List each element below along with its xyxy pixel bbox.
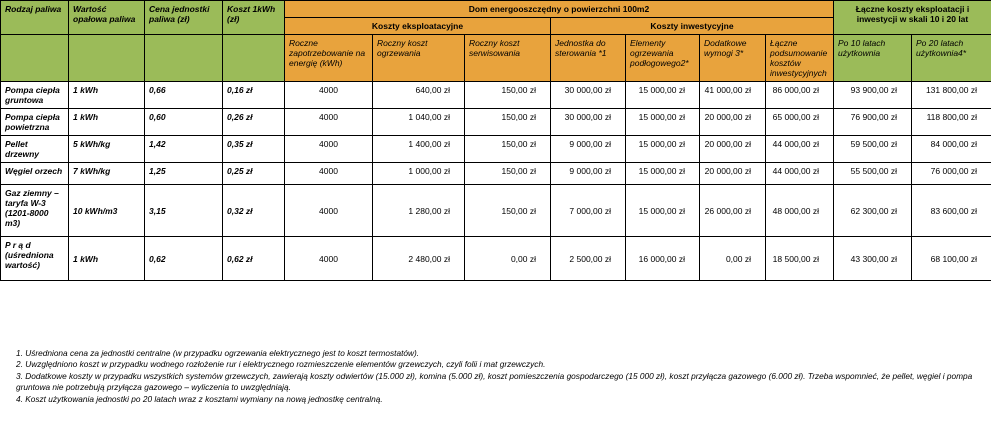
footnote-4: 4. Koszt użytkowania jednostki po 20 latach wraz z kosztami wymiany na nową jednostkę centralną. — [16, 393, 383, 404]
cell-extra: 20 000,00 zł — [700, 163, 766, 185]
cell-control-unit: 30 000,00 zł — [551, 82, 626, 109]
cell-fuel: Pellet drzewny — [1, 136, 69, 163]
cell-after10: 62 300,00 zł — [834, 185, 912, 237]
col-header-koszt-1kwh: Koszt 1kWh (zł) — [223, 1, 285, 35]
table-row — [1, 163, 991, 185]
cell-unit-price: 0,62 — [145, 237, 223, 281]
cell-after10: 76 900,00 zł — [834, 109, 912, 136]
cell-after20: 68 100,00 zł — [912, 237, 991, 281]
cell-unit-price: 0,60 — [145, 109, 223, 136]
cell-annual-heating: 2 480,00 zł — [373, 237, 465, 281]
cell-extra: 41 000,00 zł — [700, 82, 766, 109]
footnotes — [16, 348, 976, 405]
cell-extra: 20 000,00 zł — [700, 109, 766, 136]
cell-annual-service: 150,00 zł — [465, 136, 551, 163]
cell-cost-kwh: 0,25 zł — [223, 163, 285, 185]
cell-annual-demand: 4000 — [285, 185, 373, 237]
cell-floor-heating: 15 000,00 zł — [626, 136, 700, 163]
table-row — [1, 237, 991, 281]
cell-after20: 84 000,00 zł — [912, 136, 991, 163]
cell-after10: 43 300,00 zł — [834, 237, 912, 281]
cell-after10: 55 500,00 zł — [834, 163, 912, 185]
cell-annual-service: 0,00 zł — [465, 237, 551, 281]
cell-floor-heating: 15 000,00 zł — [626, 82, 700, 109]
table-column-header-row — [1, 35, 991, 82]
col-header-rodzaj-paliwa: Rodzaj paliwa — [1, 1, 69, 35]
cell-fuel: Gaz ziemny – taryfa W-3 (1201-8000 m3) — [1, 185, 69, 237]
cell-fuel: P r ą d (uśredniona wartość) — [1, 237, 69, 281]
col-header-wartosc-opalowa: Wartość opałowa paliwa — [69, 1, 145, 35]
cell-annual-heating: 1 280,00 zł — [373, 185, 465, 237]
cell-control-unit: 2 500,00 zł — [551, 237, 626, 281]
cell-cost-kwh: 0,16 zł — [223, 82, 285, 109]
cell-cost-kwh: 0,35 zł — [223, 136, 285, 163]
cell-after10: 93 900,00 zł — [834, 82, 912, 109]
col-header-elementy-ogrzewania-podlogowego: Elementy ogrzewania podłogowego2* — [626, 35, 700, 82]
cell-invest-total: 18 500,00 zł — [766, 237, 834, 281]
cell-annual-demand: 4000 — [285, 109, 373, 136]
footnote-2: 2. Uwzględniono koszt w przypadku wodnego rozłożenie rur i elektrycznego rozmieszczenie elementów grzewczych, czyli folii i mat grzewczych. — [16, 359, 546, 370]
cell-fuel: Pompa ciepła powietrzna — [1, 109, 69, 136]
cell-annual-heating: 1 040,00 zł — [373, 109, 465, 136]
cell-cost-kwh: 0,32 zł — [223, 185, 285, 237]
table-row — [1, 136, 991, 163]
cell-floor-heating: 15 000,00 zł — [626, 185, 700, 237]
cell-heat-value: 10 kWh/m3 — [69, 185, 145, 237]
col-header-dodatkowe-wymogi: Dodatkowe wymogi 3* — [700, 35, 766, 82]
cell-unit-price: 1,42 — [145, 136, 223, 163]
cell-after20: 131 800,00 zł — [912, 82, 991, 109]
cell-cost-kwh: 0,26 zł — [223, 109, 285, 136]
col-header-cena-jednostki: Cena jednostki paliwa (zł) — [145, 1, 223, 35]
cell-unit-price: 1,25 — [145, 163, 223, 185]
cell-floor-heating: 15 000,00 zł — [626, 109, 700, 136]
cell-after10: 59 500,00 zł — [834, 136, 912, 163]
cell-annual-service: 150,00 zł — [465, 82, 551, 109]
cell-annual-demand: 4000 — [285, 237, 373, 281]
cell-fuel: Węgiel orzech — [1, 163, 69, 185]
table-group-header-row — [1, 1, 991, 18]
cell-after20: 118 800,00 zł — [912, 109, 991, 136]
cell-heat-value: 1 kWh — [69, 237, 145, 281]
cell-heat-value: 1 kWh — [69, 109, 145, 136]
cell-heat-value: 7 kWh/kg — [69, 163, 145, 185]
footnote-3: 3. Dodatkowe koszty w przypadku wszystkich systemów grzewczych, zawierają koszty odwiertów (15.000 zł), komina (5.000 zł), koszt pomieszczenia gospodarczego (15 000 zł), koszt przyłącza gazowego (6.000 zł). Trzeba wspomnieć, że pellet, węgiel i pompa gruntowa nie potrzebują przyłącza gazowego – wyliczenia to uwzględniają. — [16, 370, 973, 393]
col-header-po-20-latach: Po 20 latach użytkownia4* — [912, 35, 991, 82]
group-header-dom-energooszczedny: Dom energooszczędny o powierzchni 100m2 — [285, 1, 834, 18]
cell-annual-service: 150,00 zł — [465, 163, 551, 185]
cell-annual-heating: 640,00 zł — [373, 82, 465, 109]
group-header-koszty-eksploatacyjne: Koszty eksploatacyjne — [285, 18, 551, 35]
cell-invest-total: 44 000,00 zł — [766, 163, 834, 185]
cell-control-unit: 30 000,00 zł — [551, 109, 626, 136]
col-header-roczny-koszt-serwisowania: Roczny koszt serwisowania — [465, 35, 551, 82]
footnote-1: 1. Uśredniona cena za jednostki centralne (w przypadku ogrzewania elektrycznego jest to koszt termostatów). — [16, 348, 420, 358]
cell-control-unit: 7 000,00 zł — [551, 185, 626, 237]
cell-floor-heating: 16 000,00 zł — [626, 237, 700, 281]
cell-extra: 26 000,00 zł — [700, 185, 766, 237]
table-row — [1, 109, 991, 136]
cell-annual-heating: 1 400,00 zł — [373, 136, 465, 163]
cell-invest-total: 86 000,00 zł — [766, 82, 834, 109]
group-header-koszty-inwestycyjne: Koszty inwestycyjne — [551, 18, 834, 35]
col-header-laczne-podsumowanie: Łączne podsumowanie kosztów inwestycyjnych — [766, 35, 834, 82]
col-header-roczne-zapotrzebowanie: Roczne zapotrzebowanie na energię (kWh) — [285, 35, 373, 82]
cell-control-unit: 9 000,00 zł — [551, 136, 626, 163]
cell-extra: 20 000,00 zł — [700, 136, 766, 163]
col-header-roczny-koszt-ogrzewania: Roczny koszt ogrzewania — [373, 35, 465, 82]
col-header-jednostka-sterowania: Jednostka do sterowania *1 — [551, 35, 626, 82]
cell-invest-total: 44 000,00 zł — [766, 136, 834, 163]
cell-annual-demand: 4000 — [285, 136, 373, 163]
cell-annual-service: 150,00 zł — [465, 109, 551, 136]
cell-floor-heating: 15 000,00 zł — [626, 163, 700, 185]
col-header-po-10-latach: Po 10 latach użytkownia — [834, 35, 912, 82]
cell-cost-kwh: 0,62 zł — [223, 237, 285, 281]
cell-annual-service: 150,00 zł — [465, 185, 551, 237]
cell-annual-heating: 1 000,00 zł — [373, 163, 465, 185]
cell-fuel: Pompa ciepła gruntowa — [1, 82, 69, 109]
cell-annual-demand: 4000 — [285, 82, 373, 109]
cell-heat-value: 5 kWh/kg — [69, 136, 145, 163]
table-row — [1, 82, 991, 109]
cell-heat-value: 1 kWh — [69, 82, 145, 109]
cell-unit-price: 0,66 — [145, 82, 223, 109]
group-header-laczne-koszty: Łączne koszty eksploatacji i inwestycji w skali 10 i 20 lat — [834, 1, 991, 35]
cell-extra: 0,00 zł — [700, 237, 766, 281]
cell-control-unit: 9 000,00 zł — [551, 163, 626, 185]
cell-invest-total: 48 000,00 zł — [766, 185, 834, 237]
cell-invest-total: 65 000,00 zł — [766, 109, 834, 136]
cell-annual-demand: 4000 — [285, 163, 373, 185]
table-row — [1, 185, 991, 237]
cell-unit-price: 3,15 — [145, 185, 223, 237]
cell-after20: 76 000,00 zł — [912, 163, 991, 185]
cell-after20: 83 600,00 zł — [912, 185, 991, 237]
